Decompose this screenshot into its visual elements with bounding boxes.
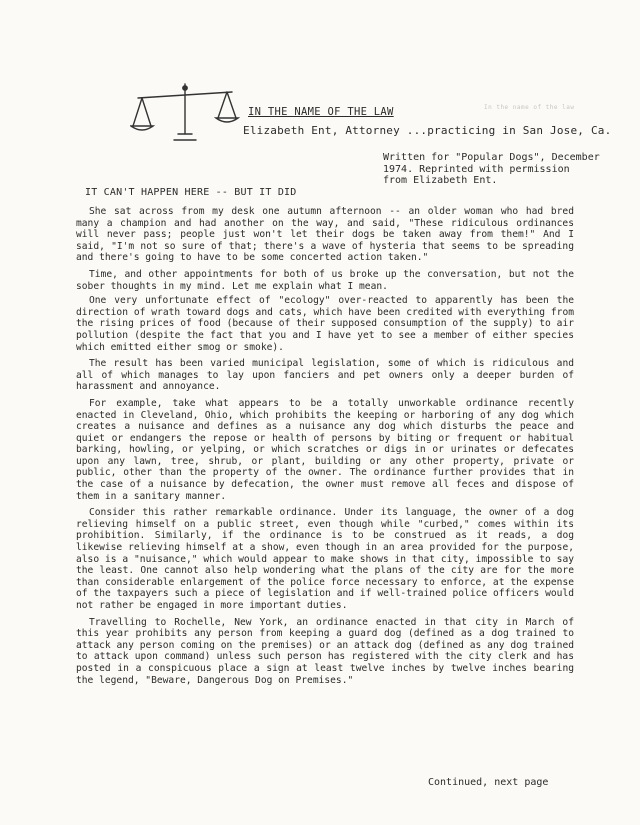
paragraph: Travelling to Rochelle, New York, an ordinance enacted in that city in March of this year prohibits any person from keeping a guard dog (defined as a dog trained to attack any person coming on the premises) or an attack dog (defined as any dog trained to attack upon command) unless such person has registered with the city clerk and has posted in a conspicuous place a sign at least twelve inches by twelve inches bearing the legend, "Beware, Dangerous Dog on Premises." xyxy=(76,616,574,686)
article-body xyxy=(76,206,574,691)
paragraph: Time, and other appointments for both of us broke up the conversation, but not the sober thoughts in my mind. Let me explain what I mean. xyxy=(76,268,574,292)
page-title: IN THE NAME OF THE LAW xyxy=(248,106,394,118)
paragraph: She sat across from my desk one autumn afternoon -- an older woman who had bred many a champion and had another on the way, and said, "These ridiculous ordinances will never pass; people just won't let their dogs be taken away from them!" And I said, "I'm not so sure of that; there's a wave of hysteria that seems to be spreading and there's going to have to be some concerted action taken." xyxy=(76,206,574,264)
paragraph: For example, take what appears to be a totally unworkable ordinance recently enacted in Cleveland, Ohio, which prohibits the keeping or harboring of any dog which creates a nuisance and defines as a nuisance any dog which disturbs the peace and quiet or endangers the repose or health of persons by biting or frequent or habitual barking, howling, or yelping, or which scratches or digs in or urinates or defecates upon any lawn, tree, shrub, or plant, building or any other property, private or public, other than the property of the owner. The ordinance further provides that in the case of a nuisance by defecation, the owner must remove all feces and dispose of them in a sanitary manner. xyxy=(76,397,574,502)
paragraph: Consider this rather remarkable ordinance. Under its language, the owner of a dog relieving himself on a public street, even though while "curbed," comes within its prohibition. Similarly, if the ordinance is to be construed as it reads, a dog likewise relieving himself at a show, even though in an area provided for the purpose, also is a "nuisance," which would appear to make shows in that city, impossible to say the least. One cannot also help wondering what the plans of the city are for the more than considerable enlargement of the police force necessary to enforce, at the expense of the taxpayers such a piece of legislation and if well-trained police officers would not rather be engaged in more important duties. xyxy=(76,507,574,611)
paragraph: One very unfortunate effect of "ecology" over-reacted to apparently has been the direction of wrath toward dogs and cats, which have been credited with everything from the rising prices of food (because of their supposed consumption of the supply) to air pollution (despite the fact that you and I have yet to see a member of either species which emitted either smog or smoke). xyxy=(76,295,574,353)
byline: Elizabeth Ent, Attorney ...practicing in San Jose, Ca. xyxy=(243,124,612,137)
source-note xyxy=(383,152,633,187)
continued-note: Continued, next page xyxy=(428,777,549,788)
bleed-through-text: In the name of the law xyxy=(484,104,575,111)
paragraph: The result has been varied municipal legislation, some of which is ridiculous and all of which manages to lay upon fanciers and pet owners only a deeper burden of harassment and annoyance. xyxy=(76,358,574,393)
source-line: from Elizabeth Ent. xyxy=(383,175,498,186)
article-heading: IT CAN'T HAPPEN HERE -- BUT IT DID xyxy=(85,187,297,198)
source-line: 1974. Reprinted with permission xyxy=(383,163,570,175)
scales-of-justice-icon xyxy=(130,82,240,144)
source-line: Written for "Popular Dogs", December xyxy=(383,152,600,163)
